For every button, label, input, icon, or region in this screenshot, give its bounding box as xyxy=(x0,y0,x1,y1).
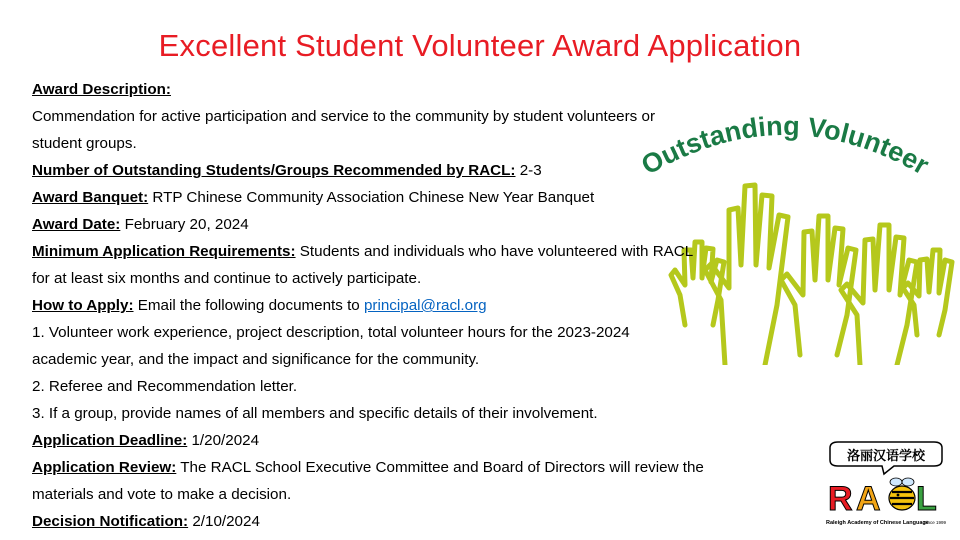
bee-icon xyxy=(889,478,915,510)
logo-subtitle: Raleigh Academy of Chinese Language xyxy=(826,520,929,526)
logo-letter: A xyxy=(856,480,881,518)
field-value: 2-3 xyxy=(515,162,542,179)
field-label: Award Date: xyxy=(32,216,121,233)
page-title: Excellent Student Volunteer Award Application xyxy=(158,28,802,63)
field-label: Decision Notification: xyxy=(32,513,189,530)
award-details xyxy=(32,76,792,535)
field-value: RTP Chinese Community Association Chinese New Year Banquet xyxy=(148,189,595,206)
racl-logo xyxy=(822,440,950,532)
document-item: 2. Referee and Recommendation letter. xyxy=(32,378,298,395)
review-text: materials and vote to make a decision. xyxy=(32,486,292,503)
field-value: The RACL School Executive Committee and Board of Directors will review the xyxy=(176,459,704,476)
document-item: 3. If a group, provide names of all members and specific details of their involvement. xyxy=(32,405,598,422)
how-to-apply-row xyxy=(32,292,792,319)
logo-since: Since 1999 xyxy=(923,520,946,525)
document-item: 1. Volunteer work experience, project description, total volunteer hours for the 2023-2024 xyxy=(32,324,630,341)
award-description-heading: Award Description: xyxy=(32,81,171,98)
field-value: 2/10/2024 xyxy=(188,513,260,530)
field-value: Students and individuals who have volunteered with RACL xyxy=(295,243,694,260)
field-label: How to Apply: xyxy=(32,297,134,314)
award-banquet-row xyxy=(32,184,792,211)
award-description-text: student groups. xyxy=(32,135,137,152)
field-label: Number of Outstanding Students/Groups Recommended by RACL: xyxy=(32,162,516,179)
award-date-row xyxy=(32,211,792,238)
deadline-row xyxy=(32,427,792,454)
outstanding-volunteer-text: Outstanding Volunteer xyxy=(636,110,934,181)
logo-letter: L xyxy=(916,480,937,518)
field-label: Award Banquet: xyxy=(32,189,149,206)
email-link[interactable]: principal@racl.org xyxy=(363,297,487,314)
requirements-row xyxy=(32,238,792,265)
field-label: Application Deadline: xyxy=(32,432,188,449)
recommended-count-row xyxy=(32,157,792,184)
field-value: February 20, 2024 xyxy=(120,216,249,233)
field-label: Application Review: xyxy=(32,459,177,476)
logo-chinese-text: 洛丽汉语学校 xyxy=(846,449,926,464)
review-row xyxy=(32,454,792,481)
document-item: academic year, and the impact and significance for the community. xyxy=(32,351,480,368)
field-value: 1/20/2024 xyxy=(187,432,260,449)
logo-letter: R xyxy=(828,480,853,518)
requirements-text: for at least six months and continue to actively participate. xyxy=(32,270,422,287)
field-value: Email the following documents to xyxy=(133,297,364,314)
notification-row xyxy=(32,508,792,535)
award-description-text: Commendation for active participation and service to the community by student volunteers or xyxy=(32,108,655,125)
field-label: Minimum Application Requirements: xyxy=(32,243,296,260)
